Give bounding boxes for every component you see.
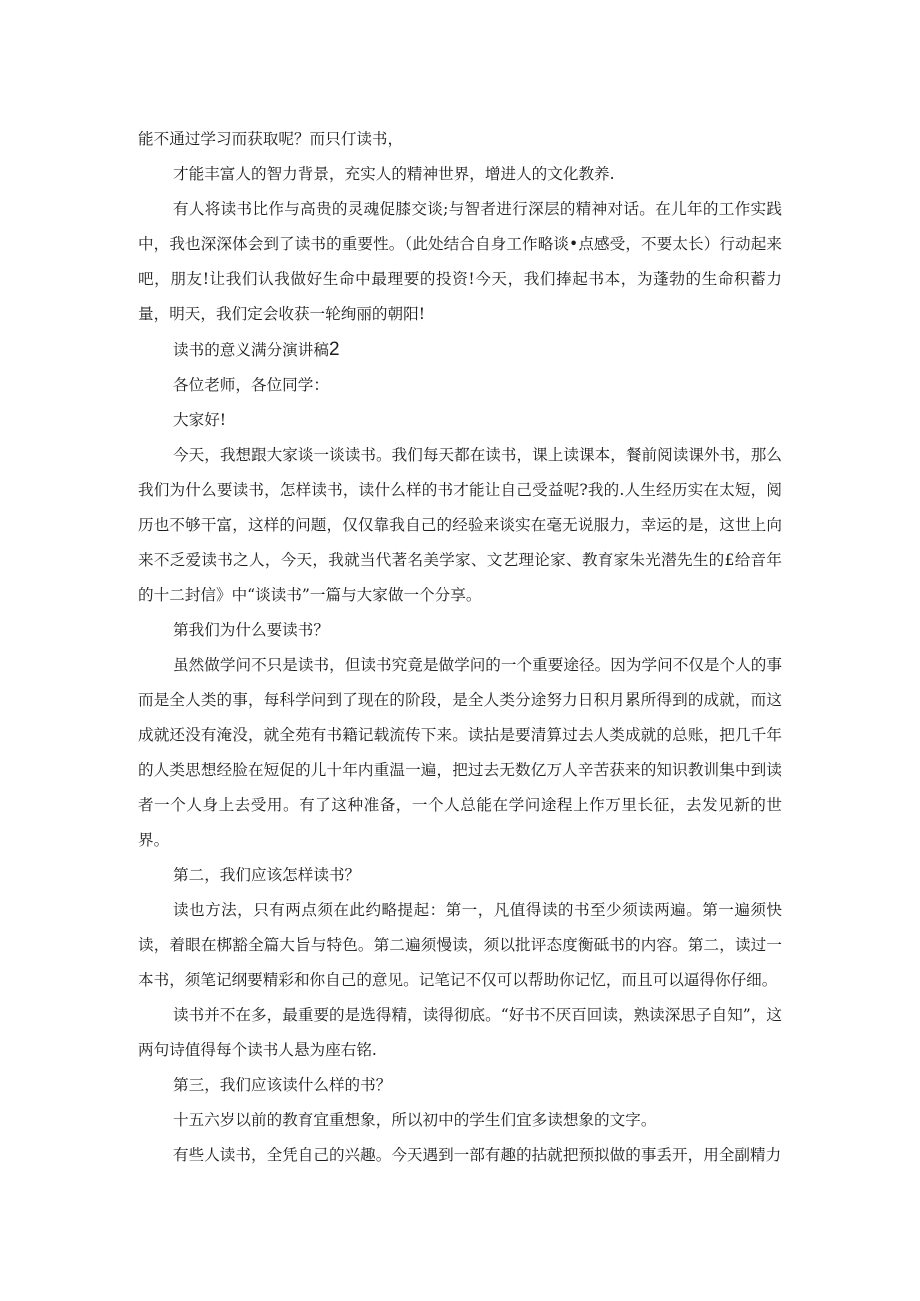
paragraph-answer-1: 虽然做学问不只是读书，但读书究竟是做学问的一个重要途径。因为学问不仅是个人的事而是全人类的事，每科学问到了现在的阶段，是全人类分途努力日积月累所得到的成就，而这成就还没有淹没，就全苑有书籍记载流传下来。读拈是要清算过去人类成就的总账，把几千年的人类思想经脸在短促的儿十年内重温一遍，把过去无数亿万人辛苦获来的知识教训集中到读者一个人身上去受用。有了这种准备，一个人总能在学问途程上作万里长征，去发见新的世界。 bbox=[138, 656, 782, 849]
paragraph-3: 有人将读书比作与高贵的灵魂促膝交谈;与智者进行深层的精神对话。在儿年的工作实践中，我也深深体会到了读书的重要性。（此处结合自身工作略谈•点感受，不要太长）行动起来吧，朋友!让我们认我做好生命中最理要的投资!今天，我们捧起书本，为蓬勃的生命积蓄力量，明天，我们定会收获一轮绚丽的朝阳! bbox=[138, 200, 782, 323]
document-body bbox=[138, 122, 782, 1173]
paragraph-intro: 今天，我想跟大家谈一谈读书。我们每天都在读书，课上读课本，餐前阅读课外书，那么我们为什么要读书，怎样读书，读什么样的书才能让自己受益呢?我的.人生经历实在太短，阅历也不够干富，这样的问题，仅仅靠我自己的经验来谈实在毫无说服力，幸运的是，这世上向来不乏爱读书之人，今天，我就当代著名美学家、文艺理论家、教育家朱光潜先生的£给音年的十二封信》中“谈读书”一篇与大家做一个分享。 bbox=[138, 446, 782, 604]
paragraph-answer-3b: 有些人读书，全凭自己的兴趣。今天遇到一部有趣的拈就把预拟做的事丢开，用全副精力 bbox=[173, 1146, 782, 1164]
salutation: 各位老师，各位同学： bbox=[173, 376, 329, 394]
question-3: 第三，我们应该读什么样的书？ bbox=[173, 1076, 392, 1094]
section-title-text: 读书的意义满分演讲稿 bbox=[173, 341, 329, 359]
section-title-number: 2 bbox=[328, 339, 340, 360]
paragraph-answer-2b: 读书并不在多，最重要的是选得精，读得彻底。“好书不厌百回读，熟读深思子自知”，这两句诗值得每个读书人悬为座右铭. bbox=[138, 1006, 782, 1059]
question-1: 第我们为什么要读书？ bbox=[173, 621, 329, 639]
paragraph-1: 能不通过学习而获取呢？而只仃读书， bbox=[138, 130, 404, 148]
paragraph-2: 才能丰富人的智力背景，充实人的精神世界，增进人的文化教养. bbox=[173, 165, 615, 183]
question-2: 第二，我们应该怎样读书？ bbox=[173, 866, 361, 884]
paragraph-answer-3: 十五六岁以前的教育宜重想象，所以初中的学生们宜多读想象的文字。 bbox=[173, 1111, 657, 1129]
greeting: 大家好! bbox=[173, 411, 227, 429]
paragraph-answer-2: 读也方法，只有两点须在此约略提起：第一，凡值得读的书至少须读两遍。第一遍须快读，着眼在梆豁全篇大旨与特色。第二遍须慢读，须以批评态度衡砥书的内容。第二，读过一本书，须笔记纲要精彩和你自己的意见。记笔记不仅可以帮助你记忆，而且可以逼得你仔细。 bbox=[138, 901, 782, 989]
section-title bbox=[138, 332, 782, 368]
